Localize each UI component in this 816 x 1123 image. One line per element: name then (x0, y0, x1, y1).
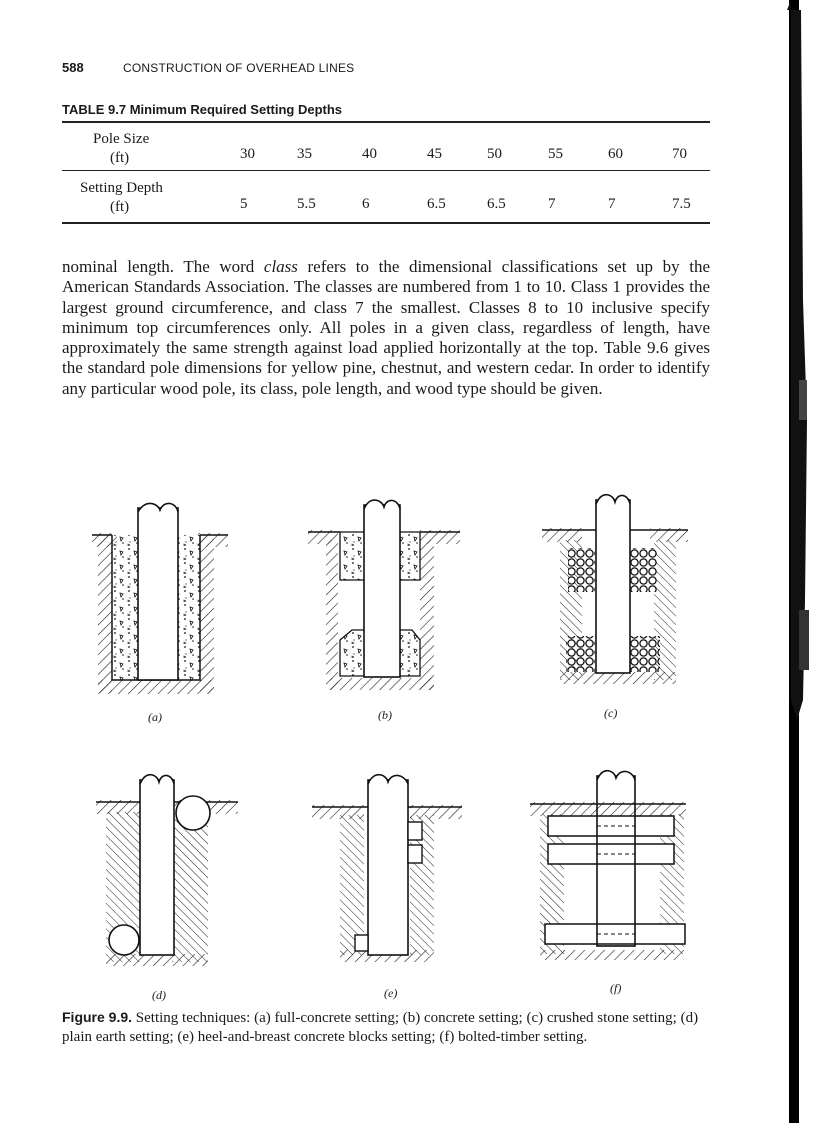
figure-d-plain-earth (96, 775, 238, 966)
table-title-text: Minimum Required Setting Depths (129, 102, 343, 117)
figure-label-e: (e) (384, 986, 398, 1000)
figure-label-d: (d) (152, 988, 166, 1002)
row1-header-line2: (ft) (110, 150, 130, 166)
figure-label-b: (b) (378, 708, 392, 722)
para-text-1: nominal length. The word (62, 257, 264, 276)
row2-header-line2: (ft) (110, 199, 130, 215)
row1-value-1: 35 (297, 146, 312, 162)
row1-value-5: 55 (548, 146, 563, 162)
row2-value-1: 5.5 (297, 196, 316, 212)
page-number: 588 (62, 60, 84, 75)
row2-value-6: 7 (608, 196, 616, 212)
row2-value-5: 7 (548, 196, 556, 212)
running-title: CONSTRUCTION OF OVERHEAD LINES (123, 61, 355, 75)
scan-edge (783, 0, 816, 1123)
row1-value-4: 50 (487, 146, 502, 162)
para-italic-class: class (263, 257, 298, 276)
figure-f-bolted-timber (530, 771, 686, 960)
row2-value-0: 5 (240, 196, 248, 212)
caption-label: Figure 9.9. (62, 1009, 133, 1025)
row1-value-0: 30 (240, 146, 255, 162)
row2-value-7: 7.5 (672, 196, 691, 212)
row1-header-line1: Pole Size (93, 131, 150, 147)
row1-value-7: 70 (672, 146, 687, 162)
figure-label-a: (a) (148, 710, 162, 724)
row1-value-2: 40 (362, 146, 377, 162)
figure-c-crushed-stone (542, 495, 688, 684)
row2-value-2: 6 (362, 196, 370, 212)
figure-b-concrete (308, 500, 460, 690)
figure-caption (62, 1008, 712, 1047)
figure-label-f: (f) (610, 981, 622, 995)
row1-value-6: 60 (608, 146, 623, 162)
para-text-2: refers to the dimensional classifications set up by the American Standards Association. The classes are numbered from 1 to 10. Class 1 provides the largest ground circumference, and class 7 the smallest. Classes 8 to 10 inclusive specify minimum top circumferences only. All poles in a given class, regardless of length, have approximately the same strength against load applied horizontally at the top. Table 9.6 gives the standard pole dimensions for yellow pine, chestnut, and western cedar. In order to identify any particular wood pole, its class, pole length, and wood type should be given. (62, 257, 710, 398)
row2-value-3: 6.5 (427, 196, 446, 212)
row2-value-4: 6.5 (487, 196, 506, 212)
caption-text: Setting techniques: (a) full-concrete setting; (b) concrete setting; (c) crushed stone setting; (d) plain earth setting; (e) heel-and-breast concrete blocks setting; (f) bolted-timber setting. (62, 1010, 699, 1045)
table-label: TABLE 9.7 (62, 102, 127, 117)
figure-a-full-concrete (92, 503, 228, 694)
row1-value-3: 45 (427, 146, 442, 162)
figure-e-heel-and-breast (312, 775, 462, 962)
row2-header-line1: Setting Depth (80, 180, 163, 196)
figure-label-c: (c) (604, 706, 618, 720)
